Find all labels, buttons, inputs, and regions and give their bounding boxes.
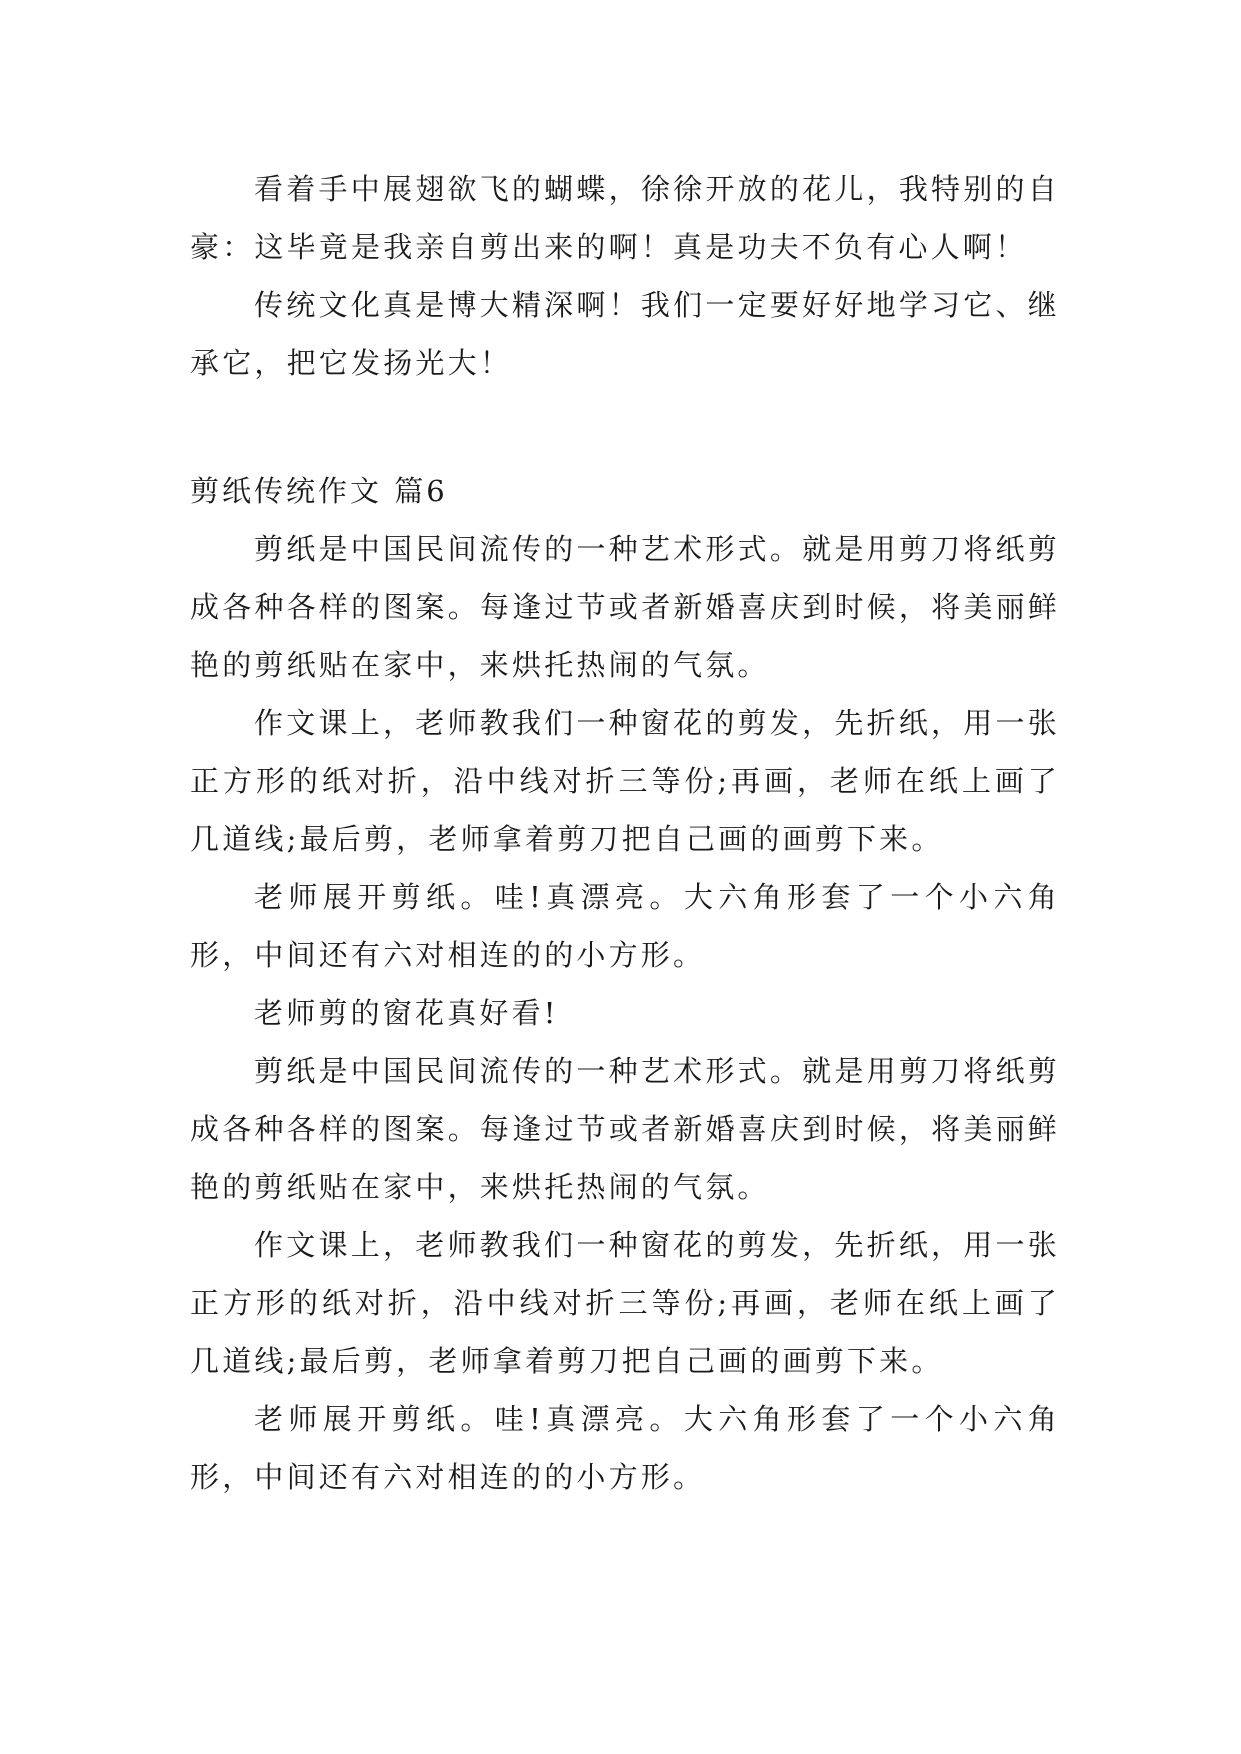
paragraph: 作文课上，老师教我们一种窗花的剪发，先折纸，用一张正方形的纸对折，沿中线对折三等份;再画，老师在纸上画了几道线;最后剪，老师拿着剪刀把自己画的画剪下来。 (190, 706, 1060, 856)
paragraph: 老师剪的窗花真好看! (254, 996, 559, 1030)
document-body (190, 160, 1060, 1506)
section-title: 剪纸传统作文 篇6 (190, 474, 448, 508)
paragraph: 剪纸是中国民间流传的一种艺术形式。就是用剪刀将纸剪成各种各样的图案。每逢过节或者新婚喜庆到时候，将美丽鲜艳的剪纸贴在家中，来烘托热闹的气氛。 (190, 532, 1060, 682)
paragraph: 看着手中展翅欲飞的蝴蝶，徐徐开放的花儿，我特别的自豪：这毕竟是我亲自剪出来的啊！真是功夫不负有心人啊！ (190, 172, 1060, 264)
paragraph: 老师展开剪纸。哇!真漂亮。大六角形套了一个小六角形，中间还有六对相连的的小方形。 (190, 880, 1060, 972)
paragraph: 作文课上，老师教我们一种窗花的剪发，先折纸，用一张正方形的纸对折，沿中线对折三等份;再画，老师在纸上画了几道线;最后剪，老师拿着剪刀把自己画的画剪下来。 (190, 1228, 1060, 1378)
paragraph: 剪纸是中国民间流传的一种艺术形式。就是用剪刀将纸剪成各种各样的图案。每逢过节或者新婚喜庆到时候，将美丽鲜艳的剪纸贴在家中，来烘托热闹的气氛。 (190, 1054, 1060, 1204)
paragraph: 传统文化真是博大精深啊！我们一定要好好地学习它、继承它，把它发扬光大！ (190, 288, 1060, 380)
section-gap (190, 392, 1060, 462)
paragraph: 老师展开剪纸。哇!真漂亮。大六角形套了一个小六角形，中间还有六对相连的的小方形。 (190, 1402, 1060, 1494)
